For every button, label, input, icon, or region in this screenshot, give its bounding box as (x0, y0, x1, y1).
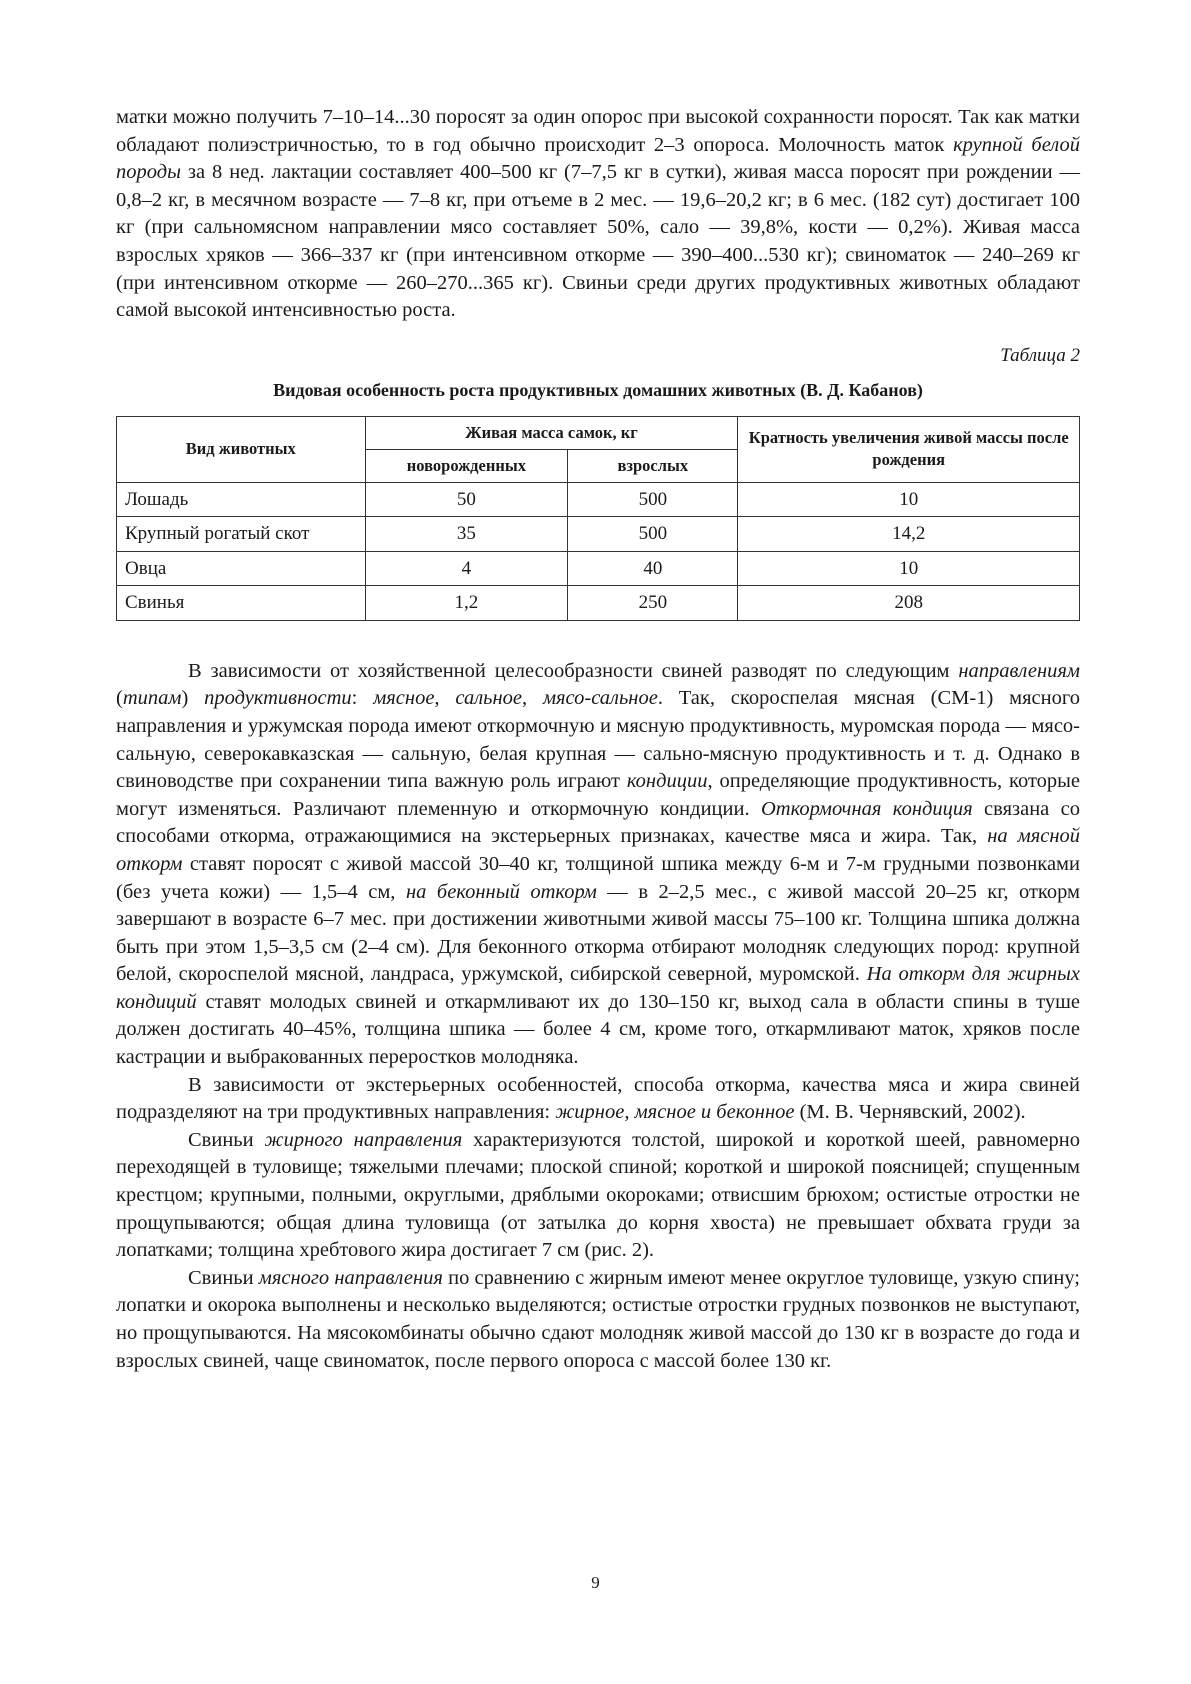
italic-term: Откормочная кондиция (760, 797, 973, 820)
table-body (117, 482, 1080, 620)
header-live-mass: Живая масса самок, кг (365, 416, 738, 449)
cell-species: Крупный рогатый скот (117, 517, 366, 552)
italic-term: направлениям (958, 659, 1080, 682)
cell-ratio: 208 (738, 586, 1080, 621)
paragraph-intro: матки можно получить 7–10–14...30 поросят за один опорос при высокой сохранности поросят. Так как матки обладают полиэстричностью, то в год обычно происходит 2–3 опороса. Молочность маток крупной белой породы за 8 нед. лактации составляет 400–500 кг (7–7,5 кг в сутки), живая масса поросят при рождении — 0,8–2 кг, в месячном возрасте — 7–8 кг, при отъеме в 2 мес. — 19,6–20,2 кг; в 6 мес. (182 сут) достигает 100 кг (при сальномясном направлении мясо составляет 50%, сало — 39,8%, кости — 0,2%). Живая масса взрослых хряков — 366–337 кг (при интенсивном откорме — 390–400...530 кг); свиноматок — 240–269 кг (при интенсивном откорме — 260–270...365 кг). Свиньи среди других продуктивных животных обладают самой высокой интенсивностью роста. (116, 106, 1080, 322)
cell-adult: 500 (568, 517, 738, 552)
paragraph-directions: В зависимости от хозяйственной целесообразности свиней разводят по следующим направлениям (типам) продуктивности: мясное, сальное, мясо-сальное. Так, скороспелая мясная (СМ-1) мясного направления и уржумская порода имеют откормочную и мясную продуктивность, муромская порода — мясо-сальную, северокавказская — сальную, белая крупная — сально-мясную продуктивность и т. д. Однако в свиноводстве при сохранении типа важную роль играют кондиции, определяющие продуктивность, которые могут изменяться. Различают племенную и откормочную кондиции. Откормочная кондиция связана со способами откорма, отражающимися на экстерьерных признаках, качестве мяса и жира. Так, на мясной откорм ставят поросят с живой массой 30–40 кг, толщиной шпика между 6-м и 7-м грудными позвонками (без учета кожи) — 1,5–4 см, на беконный откорм — в 2–2,5 мес., с живой массой 20–25 кг, откорм завершают в возрасте 6–7 мес. при достижении животными живой массы 75–100 кг. Толщина шпика должна быть при этом 1,5–3,5 см (2–4 см). Для беконного откорма отбирают молодняк следующих пород: крупной белой, скороспелой мясной, ландраса, уржумской, сибирской северной, муромской. На откорм для жирных кондиций ставят молодых свиней и откармливают их до 130–150 кг, выход сала в области спины в туше должен достигать 40–45%, толщина шпика — более 4 см, кроме того, откармливают маток, хряков после кастрации и выбракованных переростков молодняка. (116, 659, 1081, 1069)
cell-species: Овца (117, 551, 366, 586)
page-content (116, 104, 1080, 1375)
italic-term: мясного направления (258, 1266, 443, 1289)
cell-newborn: 50 (365, 482, 568, 517)
italic-term: кондиции (626, 770, 708, 793)
italic-term: мясное (373, 687, 435, 710)
italic-term: жирного направления (264, 1128, 463, 1151)
cell-ratio: 10 (738, 482, 1080, 517)
italic-term: на мясной откорм (116, 825, 1080, 875)
cell-newborn: 4 (365, 551, 568, 586)
cell-species: Лошадь (117, 482, 366, 517)
cell-adult: 40 (568, 551, 738, 586)
table-row (117, 586, 1080, 621)
header-adult: взрослых (568, 449, 738, 482)
header-species: Вид животных (117, 416, 366, 482)
italic-term: мясо-сальное (542, 687, 658, 710)
table-row (117, 517, 1080, 552)
header-newborn: новорожденных (365, 449, 568, 482)
cell-species: Свинья (117, 586, 366, 621)
italic-term: продуктивности (204, 687, 352, 710)
table-caption: Таблица 2 (1000, 344, 1080, 366)
table-row (117, 551, 1080, 586)
italic-term: мясное и беконное (634, 1101, 795, 1124)
paragraph-meat-type: Свиньи мясного направления по сравнению с жирным имеют менее округлое туловище, узкую спину; лопатки и окорока выполнены и несколько выделяются; остистые отростки грудных позвонков не выступают, но прощупываются. На мясокомбинаты обычно сдают молодняк живой массой до 130 кг в возрасте до года и взрослых свиней, чаще свиноматок, после первого опороса с массой более 130 кг. (116, 1266, 1080, 1372)
italic-term: сальное (455, 687, 522, 710)
cell-adult: 250 (568, 586, 738, 621)
italic-term: на беконный откорм (405, 880, 597, 903)
italic-term: На откорм для жирных кондиций (116, 963, 1080, 1013)
table-row (117, 482, 1080, 517)
paragraph-fat-type: Свиньи жирного направления характеризуются толстой, широкой и короткой шеей, равномерно переходящей в туловище; тяжелыми плечами; плоской спиной; короткой и широкой поясницей; спущенным крестцом; крупными, полными, округлыми, дряблыми окороками; отвисшим брюхом; остистые отростки не прощупываются; общая длина туловища (от затылка до корня хвоста) не превышает обхвата груди за лопатками; толщина хребтового жира достигает 7 см (рис. 2). (116, 1128, 1080, 1262)
cell-ratio: 14,2 (738, 517, 1080, 552)
cell-ratio: 10 (738, 551, 1080, 586)
italic-term: типам (122, 687, 182, 710)
table-title: Видовая особенность роста продуктивных домашних животных (В. Д. Кабанов) (273, 379, 923, 400)
italic-term: жирное (555, 1101, 625, 1124)
cell-adult: 500 (568, 482, 738, 517)
page-number: 9 (591, 1573, 600, 1592)
paragraph-classification: В зависимости от экстерьерных особенностей, способа откорма, качества мяса и жира свиней подразделяют на три продуктивных направления: жирное, мясное и беконное (М. В. Чернявский, 2002). (116, 1073, 1080, 1124)
cell-newborn: 35 (365, 517, 568, 552)
italic-term: крупной белой породы (116, 133, 1080, 184)
header-ratio: Кратность увеличения живой массы после рождения (738, 416, 1080, 482)
growth-table (116, 416, 1080, 621)
cell-newborn: 1,2 (365, 586, 568, 621)
